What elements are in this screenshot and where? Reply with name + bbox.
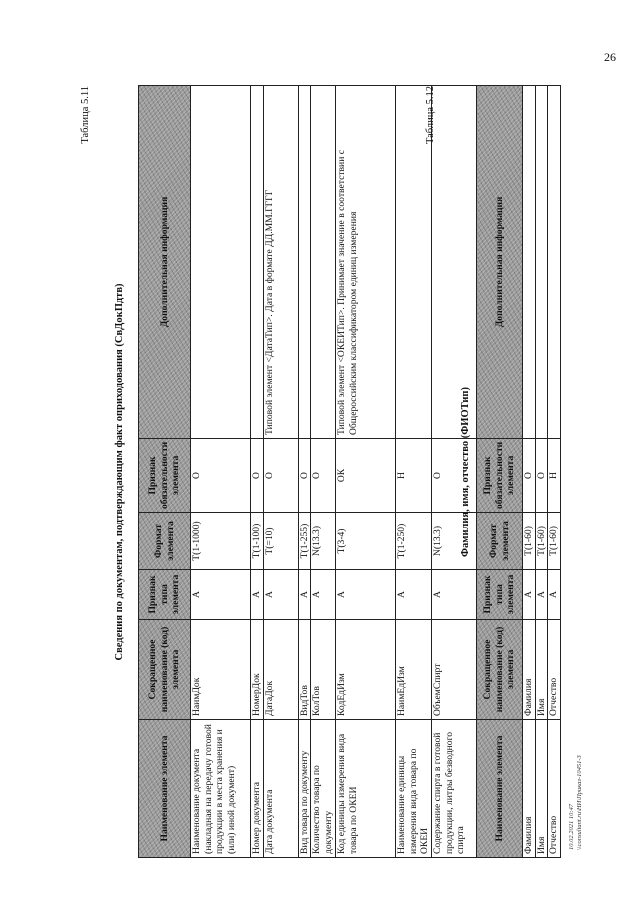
table-header-row xyxy=(477,86,523,858)
table-cell: А xyxy=(395,570,431,620)
table-cell xyxy=(523,86,536,439)
table-cell: О xyxy=(431,439,478,513)
column-header: Сокращенное наименование (код) элемента xyxy=(477,620,523,720)
column-header: Дополнительная информация xyxy=(139,86,191,439)
table-cell: T(1-60) xyxy=(548,513,561,570)
table-cell: О xyxy=(311,439,335,513)
column-header: Сокращенное наименование (код) элемента xyxy=(139,620,191,720)
table-cell: T(3-4) xyxy=(335,513,395,570)
table-cell: Имя xyxy=(535,720,548,858)
table-cell: НаимДок xyxy=(191,620,251,720)
table-cell: НомерДок xyxy=(251,620,264,720)
table-cell xyxy=(535,86,548,439)
table-5-11-title: Сведения по документам, подтверждающим факт оприходования (СвДокПдтв) xyxy=(114,283,125,661)
column-header: Признак обязательности элемента xyxy=(477,439,523,513)
table-cell: T(1-60) xyxy=(523,513,536,570)
table-cell: Дата документа xyxy=(263,720,298,858)
table-row xyxy=(523,86,536,858)
table-5-11 xyxy=(138,85,479,858)
table-cell xyxy=(251,86,264,439)
rotated-page-content xyxy=(80,86,583,858)
table-header-row xyxy=(139,86,191,858)
table-cell xyxy=(311,86,335,439)
table-cell: НаимЕдИзм xyxy=(395,620,431,720)
table-cell: КолТов xyxy=(311,620,335,720)
table-cell xyxy=(191,86,251,439)
table-cell: T(1-100) xyxy=(251,513,264,570)
table-row xyxy=(535,86,548,858)
column-header: Формат элемента xyxy=(477,513,523,570)
table-cell: ОбъемСпирт xyxy=(431,620,478,720)
table-cell: T(1-250) xyxy=(395,513,431,570)
table-cell: Н xyxy=(548,439,561,513)
table-cell: А xyxy=(263,570,298,620)
table-cell: КодЕдИзм xyxy=(335,620,395,720)
table-cell: А xyxy=(431,570,478,620)
column-header: Формат элемента xyxy=(139,513,191,570)
table-cell: О xyxy=(263,439,298,513)
table-cell: О xyxy=(191,439,251,513)
table-cell: Номер документа xyxy=(251,720,264,858)
column-header: Наименование элемента xyxy=(477,720,523,858)
table-cell: Количество товара по документу xyxy=(311,720,335,858)
table-cell: ДатаДок xyxy=(263,620,298,720)
table-cell: А xyxy=(335,570,395,620)
table-5-11-caption: Таблица 5.11 xyxy=(80,86,91,144)
table-cell: Фамилия xyxy=(523,620,536,720)
table-cell: Код единицы измерения вида товара по ОКЕИ xyxy=(335,720,395,858)
table-cell: T(1-255) xyxy=(298,513,311,570)
table-row xyxy=(251,86,264,858)
table-row xyxy=(263,86,298,858)
table-cell: О xyxy=(251,439,264,513)
table-cell xyxy=(298,86,311,439)
table-cell: Наименование документа (накладная на передачу готовой продукции в места хранения и (или) иной документ) xyxy=(191,720,251,858)
table-cell: А xyxy=(251,570,264,620)
table-cell: Вид товара по документу xyxy=(298,720,311,858)
table-cell: T(1-60) xyxy=(535,513,548,570)
table-cell: А xyxy=(311,570,335,620)
footer-date: 10.02.2021 10:47 xyxy=(568,803,575,850)
table-cell xyxy=(431,86,478,439)
table-cell: Отчество xyxy=(548,620,561,720)
table-cell: А xyxy=(298,570,311,620)
table-cell xyxy=(548,86,561,439)
table-row xyxy=(431,86,478,858)
table-row xyxy=(191,86,251,858)
table-5-12-caption: Таблица 5.12 xyxy=(425,86,436,145)
column-header: Признак типа элемента xyxy=(477,570,523,620)
table-cell: Н xyxy=(395,439,431,513)
table-cell: Имя xyxy=(535,620,548,720)
table-row xyxy=(548,86,561,858)
table-cell: А xyxy=(548,570,561,620)
column-header: Наименование элемента xyxy=(139,720,191,858)
table-cell: О xyxy=(535,439,548,513)
table-cell: Отчество xyxy=(548,720,561,858)
table-cell: А xyxy=(191,570,251,620)
table-cell: Наименование единицы измерения вида товара по ОКЕИ xyxy=(395,720,431,858)
table-cell: N(13.3) xyxy=(311,513,335,570)
table-cell: Фамилия xyxy=(523,720,536,858)
table-cell: Типовой элемент <ОКЕИТип>. Принимает значение в соответствии с Общероссийским классификатором единиц измерения xyxy=(335,86,395,439)
table-5-12 xyxy=(476,85,561,858)
column-header: Признак типа элемента xyxy=(139,570,191,620)
table-cell: А xyxy=(523,570,536,620)
table-cell: Типовой элемент <ДатаТип>. Дата в формате ДД.ММ.ГГГГ xyxy=(263,86,298,439)
table-row xyxy=(335,86,395,858)
table-row xyxy=(311,86,335,858)
table-cell: T(1-1000) xyxy=(191,513,251,570)
footer-stamp xyxy=(568,755,584,850)
table-cell: ВидТов xyxy=(298,620,311,720)
footer-path: \\consultant.ru\НИ\Приказ-10451-3 xyxy=(575,755,583,850)
table-row xyxy=(298,86,311,858)
column-header: Дополнительная информация xyxy=(477,86,523,439)
table-cell: T(=10) xyxy=(263,513,298,570)
table-cell: А xyxy=(535,570,548,620)
table-cell: ОК xyxy=(335,439,395,513)
table-cell: О xyxy=(298,439,311,513)
page-number: 26 xyxy=(604,50,616,64)
table-cell: Содержание спирта в готовой продукции, литры безводного спирта xyxy=(431,720,478,858)
table-cell: О xyxy=(523,439,536,513)
table-row xyxy=(395,86,431,858)
table-5-12-title: Фамилия, имя, отчество (ФИОТип) xyxy=(460,387,471,557)
column-header: Признак обязательности элемента xyxy=(139,439,191,513)
table-cell: N(13.3) xyxy=(431,513,478,570)
